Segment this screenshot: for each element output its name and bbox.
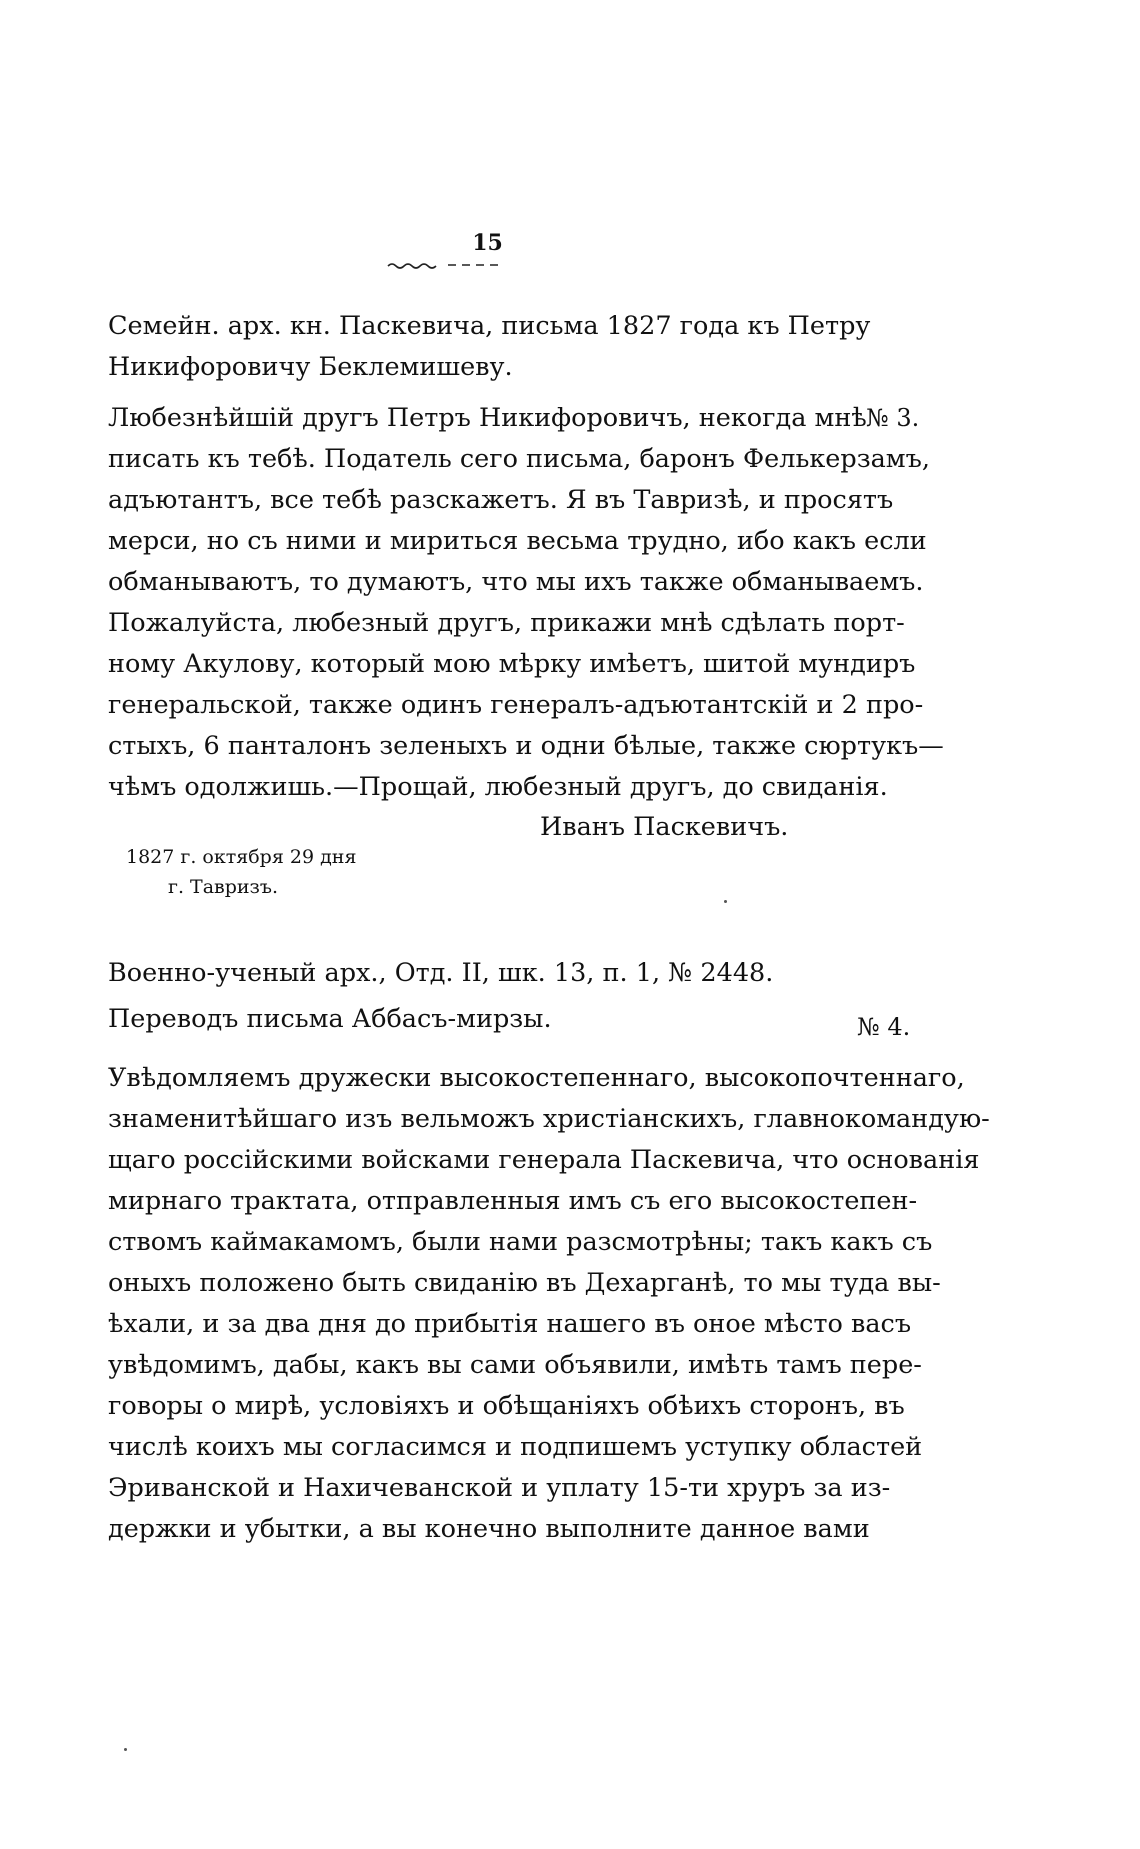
text-line: Никифоровичу Беклемишеву. xyxy=(108,352,513,382)
scan-speck xyxy=(724,900,727,903)
text-line: мирнаго трактата, отправленныя имъ съ его высокостепен- xyxy=(108,1186,918,1216)
letter-place: г. Тавризъ. xyxy=(168,876,279,898)
text-line: Пожалуйста, любезный другъ, прикажи мнѣ сдѣлать порт- xyxy=(108,608,905,638)
document-number: № 3. xyxy=(866,404,920,432)
text-line: ѣхали, и за два дня до прибытія нашего въ оное мѣсто васъ xyxy=(108,1309,912,1339)
archive-source-2: Военно-ученый арх., Отд. II, шк. 13, п. 1, № 2448. xyxy=(108,958,774,988)
text-line: мерси, но съ ними и мириться весьма трудно, ибо какъ если xyxy=(108,526,927,556)
text-line: ствомъ каймакамомъ, были нами разсмотрѣны; такъ какъ съ xyxy=(108,1227,933,1257)
text-line: ному Акулову, который мою мѣрку имѣетъ, шитой мундиръ xyxy=(108,649,916,679)
text-line: обманываютъ, то думаютъ, что мы ихъ также обманываемъ. xyxy=(108,567,924,597)
text-line: генеральской, также одинъ генералъ-адъютантскій и 2 про- xyxy=(108,690,924,720)
text-line: стыхъ, 6 панталонъ зеленыхъ и одни бѣлые, также сюртукъ— xyxy=(108,731,944,761)
text-line: писать къ тебѣ. Податель сего письма, баронъ Фелькерзамъ, xyxy=(108,444,930,474)
date-place xyxy=(126,842,356,902)
text-line: оныхъ положено быть свиданію въ Дехарганѣ, то мы туда вы- xyxy=(108,1268,941,1298)
text-line: держки и убытки, а вы конечно выполните данное вами xyxy=(108,1514,870,1544)
text-line: увѣдомимъ, дабы, какъ вы сами объявили, имѣть тамъ пере- xyxy=(108,1350,922,1380)
letter-date: 1827 г. октября 29 дня xyxy=(126,846,357,868)
text-line: Эриванской и Нахичеванской и уплату 15-ти хруръ за из- xyxy=(108,1473,891,1503)
scan-speck xyxy=(124,1748,127,1751)
text-line: щаго россійскими войсками генерала Паскевича, что основанія xyxy=(108,1145,980,1175)
text-line: знаменитѣйшаго изъ вельможъ христіанскихъ, главнокомандую- xyxy=(108,1104,990,1134)
text-line: чѣмъ одолжишь.—Прощай, любезный другъ, до свиданія. xyxy=(108,772,888,802)
letter-body-2 xyxy=(108,1058,990,1550)
text-line: Любезнѣйшій другъ Петръ Никифоровичъ, некогда мнѣ xyxy=(108,403,867,433)
signature: Иванъ Паскевичъ. xyxy=(540,812,789,842)
letter-title: Переводъ письма Аббасъ-мирзы. xyxy=(108,1004,552,1034)
text-line: говоры о мирѣ, условіяхъ и обѣщаніяхъ обѣихъ сторонъ, въ xyxy=(108,1391,905,1421)
page-number: 15 xyxy=(472,230,503,256)
archive-source-1 xyxy=(108,306,871,388)
text-line: числѣ коихъ мы согласимся и подпишемъ уступку областей xyxy=(108,1432,923,1462)
document-number: № 4. xyxy=(857,1013,911,1041)
text-line: адъютантъ, все тебѣ разскажетъ. Я въ Тавризѣ, и просятъ xyxy=(108,485,894,515)
text-line: Увѣдомляемъ дружески высокостепеннаго, высокопочтеннаго, xyxy=(108,1063,965,1093)
ornament-divider xyxy=(386,260,504,270)
text-line: Семейн. арх. кн. Паскевича, письма 1827 года къ Петру xyxy=(108,311,871,341)
